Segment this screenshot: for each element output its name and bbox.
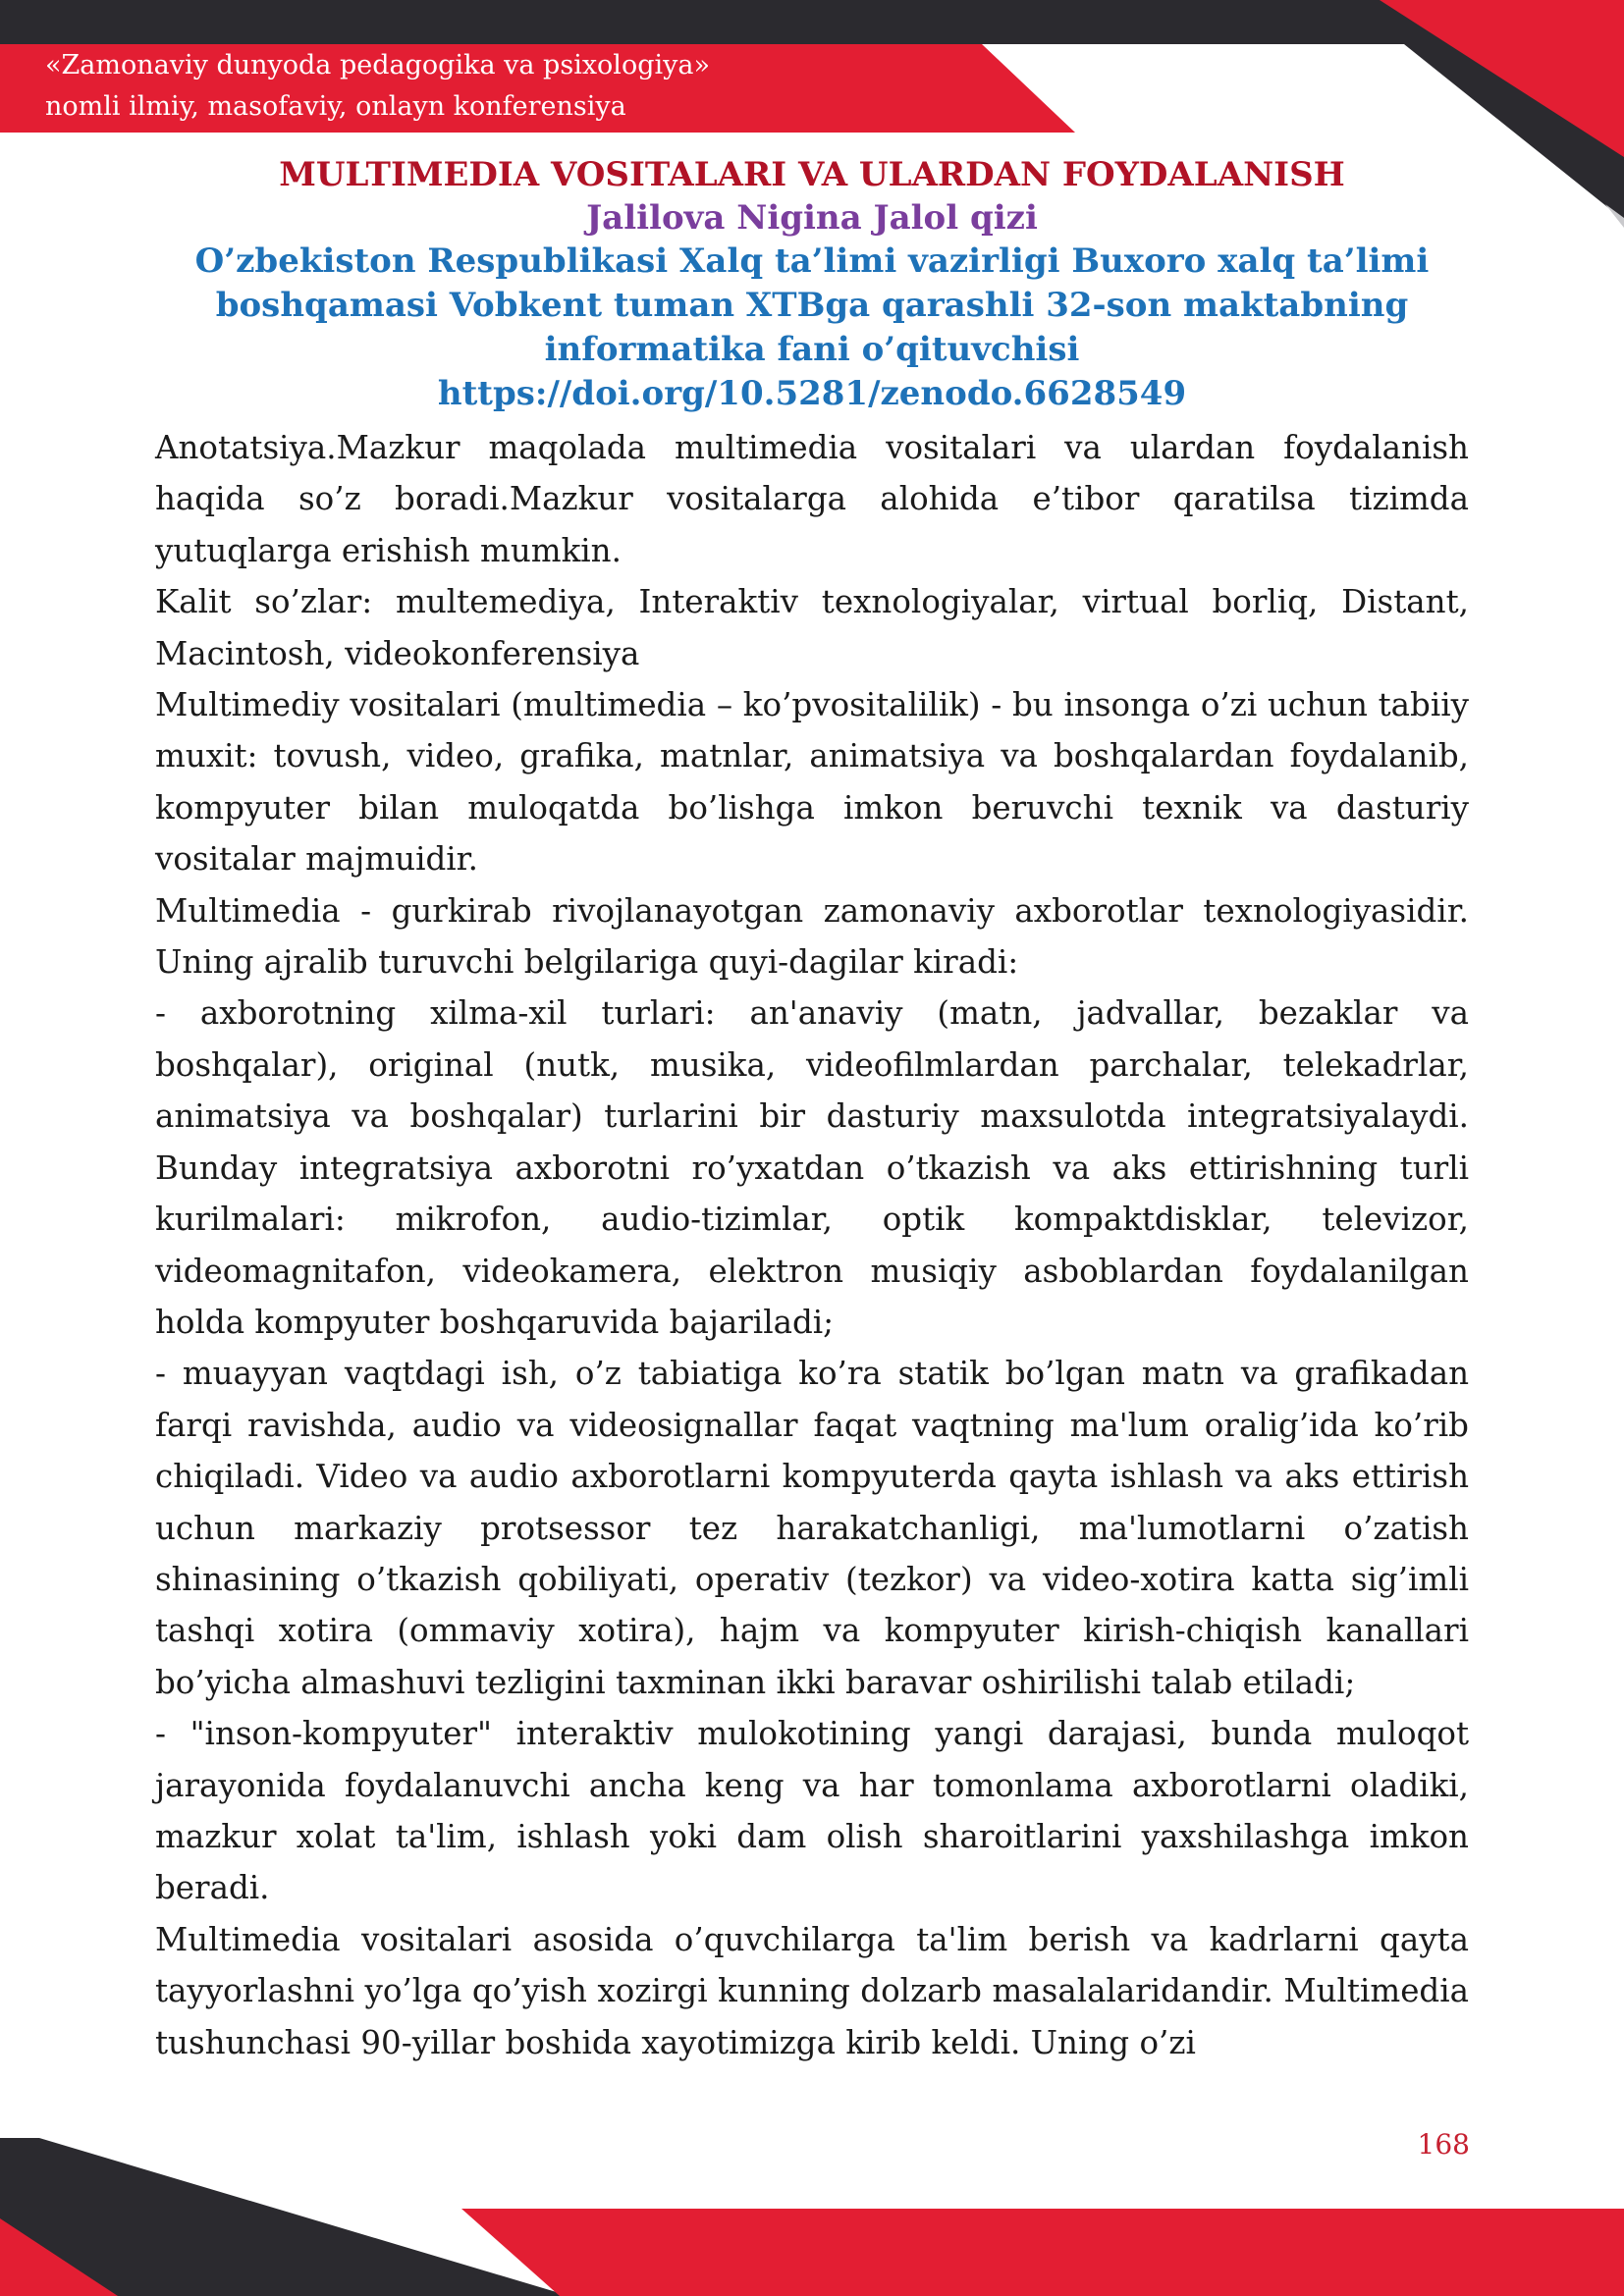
body-paragraph: - muayyan vaqtdagi ish, o’z tabiatiga ko’ra statik bo’lgan matn va grafikadan farqi ravishda, audio va videosignallar faqat vaqtning ma'lum oralig’ida ko’rib chiqiladi. Video va audio axborotlarni kompyuterda qayta ishlash va aks ettirish uchun markaziy protsessor tez harakatchanligi, ma'lumotlarni o’zatish shinasining o’tkazish qobiliyati, operativ (tezkor) va video-xotira katta sig’imli tashqi xotira (ommaviy xotira), hajm va kompyuter kirish-chiqish kanallari bo’yicha almashuvi tezligini taxminan ikki baravar oshirilishi talab etiladi; (155, 1355, 1469, 1701)
conference-header (45, 45, 710, 128)
body-paragraph: Multimedia vositalari asosida o’quvchilarga ta'lim berish va kadrlarni qayta tayyorlashni yo’lga qo’yish xozirgi kunning dolzarb masalalaridandir. Multimedia tushunchasi 90-yillar boshida xayotimizga kirib keldi. Uning o’zi (155, 1920, 1469, 2061)
body-paragraph: Multimedia - gurkirab rivojlanayotgan zamonaviy axborotlar texnologiyasidir. Uning ajralib turuvchi belgilariga quyi-dagilar kiradi: (155, 891, 1469, 982)
conference-subtitle: nomli ilmiy, masofaviy, onlayn konferensiya (45, 91, 626, 122)
body-paragraph: - axborotning xilma-xil turlari: an'anaviy (matn, jadvallar, bezaklar va boshqalar), original (nutk, musika, videofilmlardan parchalar, telekadrlar, animatsiya va boshqalar) turlarini bir dasturiy maxsulotda integratsiyalaydi. Bunday integratsiya axborotni ro’yxatdan o’tkazish va aks ettirishning turli kurilmalari: mikrofon, audio-tizimlar, optik kompaktdisklar, televizor, videomagnitafon, videokamera, elektron musiqiy asboblardan foydalanilgan holda kompyuter boshqaruvida bajariladi; (155, 994, 1469, 1341)
affiliation-line-1: O’zbekiston Respublikasi Xalq ta’limi vazirligi Buxoro xalq ta’limi (194, 241, 1430, 281)
body-paragraph: - "inson-kompyuter" interaktiv mulokotining yangi darajasi, bunda muloqot jarayonida foydalanuvchi ancha keng va har tomonlama axborotlarni oladiki, mazkur xolat ta'lim, ishlash yoki dam olish sharoitlarini yaxshilashga imkon beradi. (155, 1715, 1469, 1907)
doi-link[interactable]: https://doi.org/10.5281/zenodo.6628549 (437, 374, 1187, 413)
conference-name: «Zamonaviy dunyoda pedagogika va psixologiya» (45, 50, 710, 80)
affiliation-line-3: informatika fani o’qituvchisi (544, 330, 1080, 369)
article-title: MULTIMEDIA VOSITALARI VA ULARDAN FOYDALANISH (279, 155, 1345, 194)
article-heading (0, 153, 1624, 416)
keywords-paragraph: Kalit so’zlar: multemediya, Interaktiv texnologiyalar, virtual borliq, Distant, Macintosh, videokonferensiya (155, 583, 1469, 672)
footer-red-band (461, 2209, 1624, 2296)
body-paragraph: Multimediy vositalari (multimedia – ko’pvositalilik) - bu insonga o’zi uchun tabiiy muxit: tovush, video, grafika, matnlar, animatsiya va boshqalardan foydalanib, kompyuter bilan muloqatda bo’lishga imkon beruvchi texnik va dasturiy vositalar majmuidir. (155, 686, 1469, 879)
page-number: 168 (1417, 2128, 1470, 2161)
affiliation-line-2: boshqamasi Vobkent tuman XTBga qarashli 32-son maktabning (215, 286, 1409, 325)
author-name: Jalilova Nigina Jalol qizi (586, 198, 1038, 238)
abstract-paragraph: Anotatsiya.Mazkur maqolada multimedia vositalari va ulardan foydalanish haqida so’z boradi.Mazkur vositalarga alohida e’tibor qaratilsa tizimda yutuqlarga erishish mumkin. (155, 429, 1469, 569)
article-body (155, 422, 1469, 2068)
